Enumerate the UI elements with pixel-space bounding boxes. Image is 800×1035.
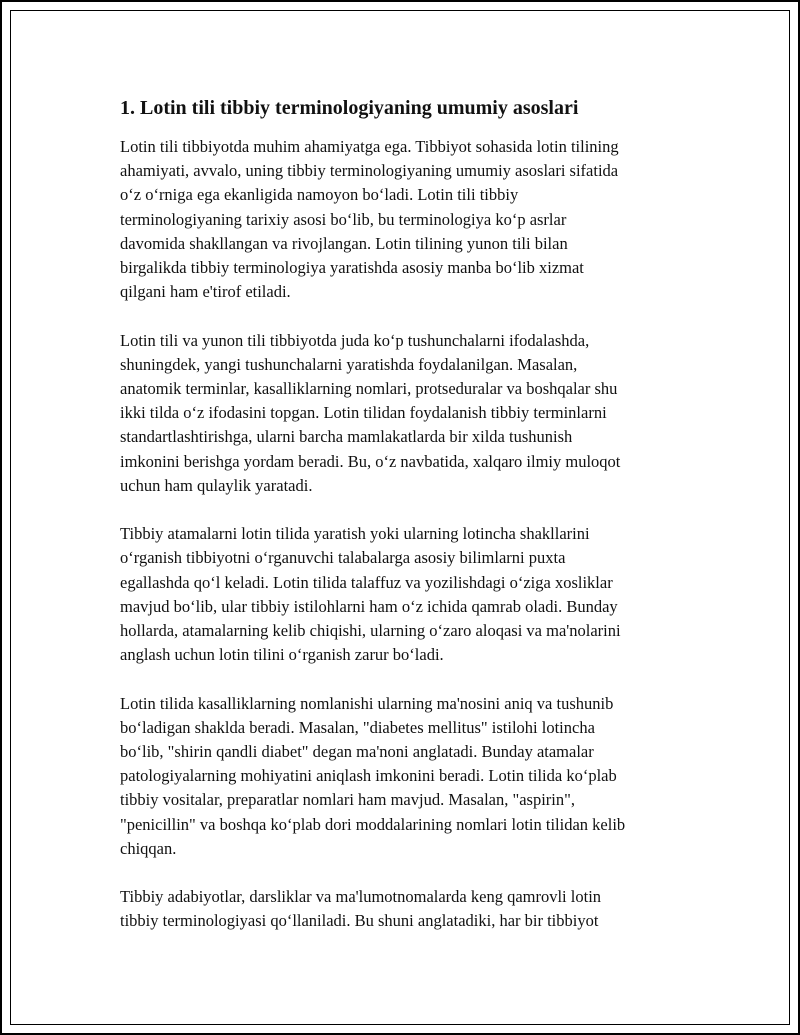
text-line: anglash uchun lotin tilini o‘rganish zarur bo‘ladi.: [120, 645, 444, 665]
text-line: patologiyalarning mohiyatini aniqlash imkonini beradi. Lotin tilida ko‘plab: [120, 766, 617, 786]
text-line: chiqqan.: [120, 838, 177, 858]
text-line: bo‘ladigan shaklda beradi. Masalan, "diabetes mellitus" istilohi lotincha: [120, 717, 595, 737]
text-line: anatomik terminlar, kasalliklarning nomlari, protseduralar va boshqalar shu: [120, 379, 618, 399]
text-line: Lotin tilida kasalliklarning nomlanishi ularning ma'nosini aniq va tushunib: [120, 693, 614, 713]
text-line: mavjud bo‘lib, ular tibbiy istilohlarni ham o‘z ichida qamrab oladi. Bunday: [120, 596, 618, 616]
paragraph-1: [120, 135, 700, 304]
text-line: Tibbiy atamalarni lotin tilida yaratish yoki ularning lotincha shakllarini: [120, 524, 590, 544]
section-heading: 1. Lotin tili tibbiy terminologiyaning umumiy asoslari: [120, 97, 579, 119]
text-line: Lotin tili va yunon tili tibbiyotda juda ko‘p tushunchalarni ifodalashda,: [120, 330, 590, 350]
text-line: Tibbiy adabiyotlar, darsliklar va ma'lumotnomalarda keng qamrovli lotin: [120, 887, 602, 907]
text-line: Lotin tili tibbiyotda muhim ahamiyatga ega. Tibbiyot sohasida lotin tilining: [120, 137, 619, 156]
text-line: o‘rganish tibbiyotni o‘rganuvchi talabalarga asosiy bilimlarni puxta: [120, 548, 566, 568]
text-line: bo‘lib, "shirin qandli diabet" degan ma'noni anglatadi. Bunday atamalar: [120, 742, 594, 762]
text-line: tibbiy terminologiyasi qo‘llaniladi. Bu shuni anglatadiki, har bir tibbiyot: [120, 911, 599, 931]
text-line: ahamiyati, avvalo, uning tibbiy terminologiyaning umumiy asoslari sifatida: [120, 161, 619, 181]
paragraph-3: [120, 522, 700, 667]
paragraph-4: [120, 692, 700, 861]
text-line: hollarda, atamalarning kelib chiqishi, ularning o‘zaro aloqasi va ma'nolarini: [120, 621, 621, 641]
text-line: qilgani ham e'tirof etiladi.: [120, 282, 291, 302]
text-line: egallashda qo‘l keladi. Lotin tilida talaffuz va yozilishdagi o‘ziga xosliklar: [120, 572, 613, 592]
document-body: [120, 95, 700, 958]
text-line: terminologiyaning tarixiy asosi bo‘lib, bu terminologiya ko‘p asrlar: [120, 209, 567, 229]
text-line: birgalikda tibbiy terminologiya yaratishda asosiy manba bo‘lib xizmat: [120, 258, 584, 278]
text-line: ikki tilda o‘z ifodasini topgan. Lotin tilidan foydalanish tibbiy terminlarni: [120, 403, 607, 423]
text-line: shuningdek, yangi tushunchalarni yaratishda foydalanilgan. Masalan,: [120, 354, 578, 374]
text-line: davomida shakllangan va rivojlangan. Lotin tilining yunon tili bilan: [120, 233, 568, 253]
text-line: tibbiy vositalar, preparatlar nomlari ham mavjud. Masalan, "aspirin",: [120, 790, 575, 810]
text-line: uchun ham qulaylik yaratadi.: [120, 475, 313, 495]
text-line: standartlashtirishga, ularni barcha mamlakatlarda bir xilda tushunish: [120, 427, 573, 447]
text-line: imkonini berishga yordam beradi. Bu, o‘z navbatida, xalqaro ilmiy muloqot: [120, 451, 621, 471]
text-line: "penicillin" va boshqa ko‘plab dori moddalarining nomlari lotin tilidan kelib: [120, 814, 626, 834]
paragraph-5: [120, 885, 700, 933]
paragraph-2: [120, 329, 700, 498]
text-line: o‘z o‘rniga ega ekanligida namoyon bo‘ladi. Lotin tili tibbiy: [120, 185, 519, 205]
